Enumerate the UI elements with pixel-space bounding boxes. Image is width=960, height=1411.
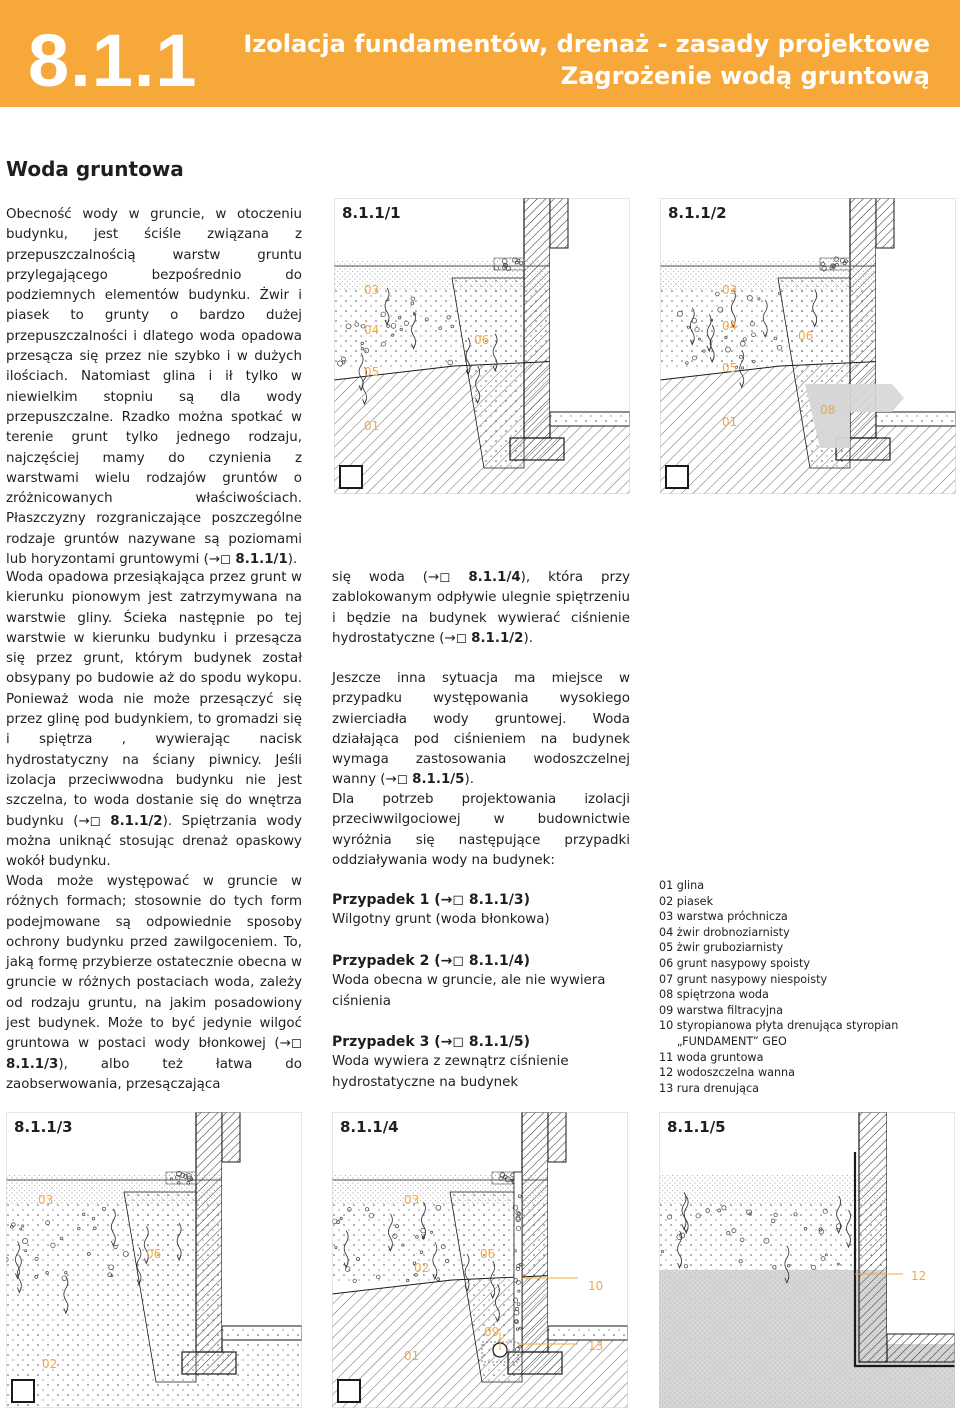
- figure-label: 8.1.1/5: [667, 1118, 726, 1136]
- floor-slab: [550, 412, 630, 426]
- section-heading: Woda gruntowa: [6, 157, 184, 181]
- corner-marker: [339, 465, 363, 489]
- figure-tag: 03: [38, 1193, 54, 1207]
- figure-8-1-1-4: [332, 1112, 628, 1408]
- figure-tag: 05: [722, 361, 738, 375]
- figure-tag: 06: [474, 333, 490, 347]
- floor-slab: [876, 412, 956, 426]
- basement-wall: [196, 1112, 222, 1352]
- basement-wall: [524, 198, 550, 438]
- figure-tag: 01: [364, 419, 380, 433]
- floor-slab: [222, 1326, 302, 1340]
- figure-tag: 01: [404, 1349, 420, 1363]
- case-3-title: Przypadek 3 (→◻ 8.1.1/5): [332, 1034, 530, 1050]
- figure-label: 8.1.1/3: [14, 1118, 73, 1136]
- paragraph-6: Dla potrzeb projektowania izolacji przeciwwilgociowej w budownictwie wyróżnia się następujące przypadki oddziaływania wody na budynek:: [332, 792, 630, 868]
- section-number: 8.1.1: [28, 19, 198, 102]
- figure-tag: 02: [42, 1357, 58, 1371]
- figure-tag: 04: [364, 323, 380, 337]
- figure-tag: 03: [722, 283, 738, 297]
- legend-item: 12 wodoszczelna wanna: [659, 1066, 795, 1080]
- figure-tag: 09: [484, 1325, 500, 1339]
- case-1-desc: Wilgotny grunt (woda błonkowa): [332, 912, 550, 928]
- figure-tag: 06: [798, 329, 814, 343]
- figure-tag: 02: [414, 1261, 430, 1275]
- legend-item: 03 warstwa próchnicza: [659, 910, 788, 924]
- section-drawing: [6, 1112, 302, 1408]
- figure-tag: 08: [820, 403, 836, 417]
- corner-marker: [11, 1379, 35, 1403]
- legend-item: 10 styropianowa płyta drenująca styropian: [659, 1019, 899, 1033]
- paragraph-3: Woda może występować w gruncie w różnych formach; stosownie do tych form podejmowane są odpowiednie sposoby ochrony budynku przed zawilgoceniem. To, jaką formę przybierze ostatecznie obecna w gruncie w różnych postaciach woda, zależy od rodzaju gruntu, na jakim posadowiony jest budynek. Może to być jedynie wilgoć gruntowa w postaci wody błonkowej (→◻ 8.1.1/3), albo też łatwa do zaobserwowania, przesączająca: [6, 874, 302, 1092]
- figure-label: 8.1.1/4: [340, 1118, 399, 1136]
- case-1: [332, 890, 632, 931]
- figure-8-1-1-2: [660, 198, 956, 494]
- case-2-desc: Woda obecna w gruncie, ale nie wywiera ciśnienia: [332, 973, 606, 1009]
- basement-wall: [859, 1112, 887, 1362]
- figure-tag: 13: [588, 1339, 604, 1353]
- legend-item: 06 grunt nasypowy spoisty: [659, 956, 811, 970]
- figure-tag: 04: [722, 319, 738, 333]
- figure-tag: 03: [364, 283, 380, 297]
- corner-marker: [337, 1379, 361, 1403]
- legend: [659, 878, 959, 1096]
- legend-item: 07 grunt nasypowy niespoisty: [659, 972, 828, 986]
- page-subtitle: Zagrożenie wodą gruntową: [560, 62, 930, 90]
- figure-8-1-1-3: [6, 1112, 302, 1408]
- figure-tag: 06: [146, 1247, 162, 1261]
- footing: [508, 1352, 562, 1374]
- figure-8-1-1-5: [659, 1112, 955, 1408]
- floor-slab: [548, 1326, 628, 1340]
- figure-tag: 01: [722, 415, 738, 429]
- section-drawing: [660, 198, 956, 494]
- figure-label: 8.1.1/1: [342, 204, 401, 222]
- case-2: [332, 951, 632, 1012]
- corner-marker: [665, 465, 689, 489]
- paragraph-5: Jeszcze inna sytuacja ma miejsce w przypadku występowania wysokiego zwierciadła wody gruntowej. Woda działająca pod ciśnieniem na budynek wymaga zastosowania wodoszczelnej wanny (→◻ 8.1.1/5).: [332, 671, 630, 788]
- section-drawing: [334, 198, 630, 494]
- paragraph-1: Obecność wody w gruncie, w otoczeniu budynku, jest ściśle związana z przepuszczalnością warstw gruntu przylegającego bezpośrednio do podziemnych elementów budynku. Żwir i piasek to grunty o bardzo dużej przepuszczalności i dlatego woda opadowa przesącza się przez nie szybko i w dużych ilościach. Natomiast glina i ił tylko w niewielkim stopniu są dla wody przepuszczalne. Rzadko można spotkać w terenie grunt tylko jednego rodzaju, najczęściej mamy do czynienia z warstwami wielu rodzajów gruntów o zróżnicowanych właściwościach. Płaszczyzny rozgraniczające poszczególne rodzaje gruntów nazywane są poziomami lub horyzontami gruntowymi (→◻ 8.1.1/1).: [6, 207, 302, 568]
- floor-slab: [887, 1334, 955, 1362]
- legend-item: 04 żwir drobnoziarnisty: [659, 925, 790, 939]
- header-banner: [0, 0, 960, 107]
- figure-tag: 05: [364, 365, 380, 379]
- section-drawing: [659, 1112, 955, 1408]
- figure-label: 8.1.1/2: [668, 204, 727, 222]
- figure-8-1-1-1: [334, 198, 630, 494]
- legend-item: 13 rura drenująca: [659, 1081, 759, 1095]
- paragraph-4: się woda (→◻ 8.1.1/4), która przy zablokowanym odpływie ulegnie spiętrzeniu i będzie na budynek wywierać ciśnienie hydrostatyczne (→◻ 8.1.1/2).: [332, 570, 630, 646]
- legend-item: 11 woda gruntowa: [659, 1050, 764, 1064]
- legend-item: 09 warstwa filtracyjna: [659, 1003, 783, 1017]
- legend-item: 01 glina: [659, 879, 705, 892]
- case-3: [332, 1032, 632, 1093]
- section-drawing: [332, 1112, 628, 1408]
- legend-item: 02 piasek: [659, 894, 714, 908]
- basement-wall: [522, 1112, 548, 1352]
- drainage-board: [514, 1172, 522, 1352]
- footing: [182, 1352, 236, 1374]
- legend-item: 08 spiętrzona woda: [659, 988, 769, 1002]
- case-1-title: Przypadek 1 (→◻ 8.1.1/3): [332, 892, 530, 908]
- figure-tag: 12: [911, 1269, 927, 1283]
- paragraph-2: Woda opadowa przesiąkająca przez grunt w kierunku pionowym jest zatrzymywana na warstwie gliny. Ścieka następnie po tej warstwie w kierunku budynku i przesącza się przez grunt, którym budynek został obsypany po budowie aż do spodu wykopu. Ponieważ woda nie może przesączyć się przez glinę pod budynkiem, to gromadzi się i spiętrza , wywierając nacisk hydrostatyczny na ściany piwnicy. Jeśli izolacja przeciwwodna budynku nie jest szczelna, to woda dostanie się do wnętrza budynku (→◻ 8.1.1/2). Spiętrzania wody można uniknąć stosując drenaż opaskowy wokół budynku.: [6, 570, 302, 870]
- footing: [510, 438, 564, 460]
- figure-tag: 06: [480, 1247, 496, 1261]
- case-3-desc: Woda wywiera z zewnątrz ciśnienie hydrostatyczne na budynek: [332, 1054, 569, 1090]
- figure-tag: 03: [404, 1193, 420, 1207]
- legend-item: 05 żwir gruboziarnisty: [659, 941, 784, 955]
- case-2-title: Przypadek 2 (→◻ 8.1.1/4): [332, 953, 530, 969]
- legend-item: „FUNDAMENT” GEO: [659, 1034, 787, 1048]
- page-title: Izolacja fundamentów, drenaż - zasady projektowe: [243, 30, 930, 58]
- figure-tag: 10: [588, 1279, 604, 1293]
